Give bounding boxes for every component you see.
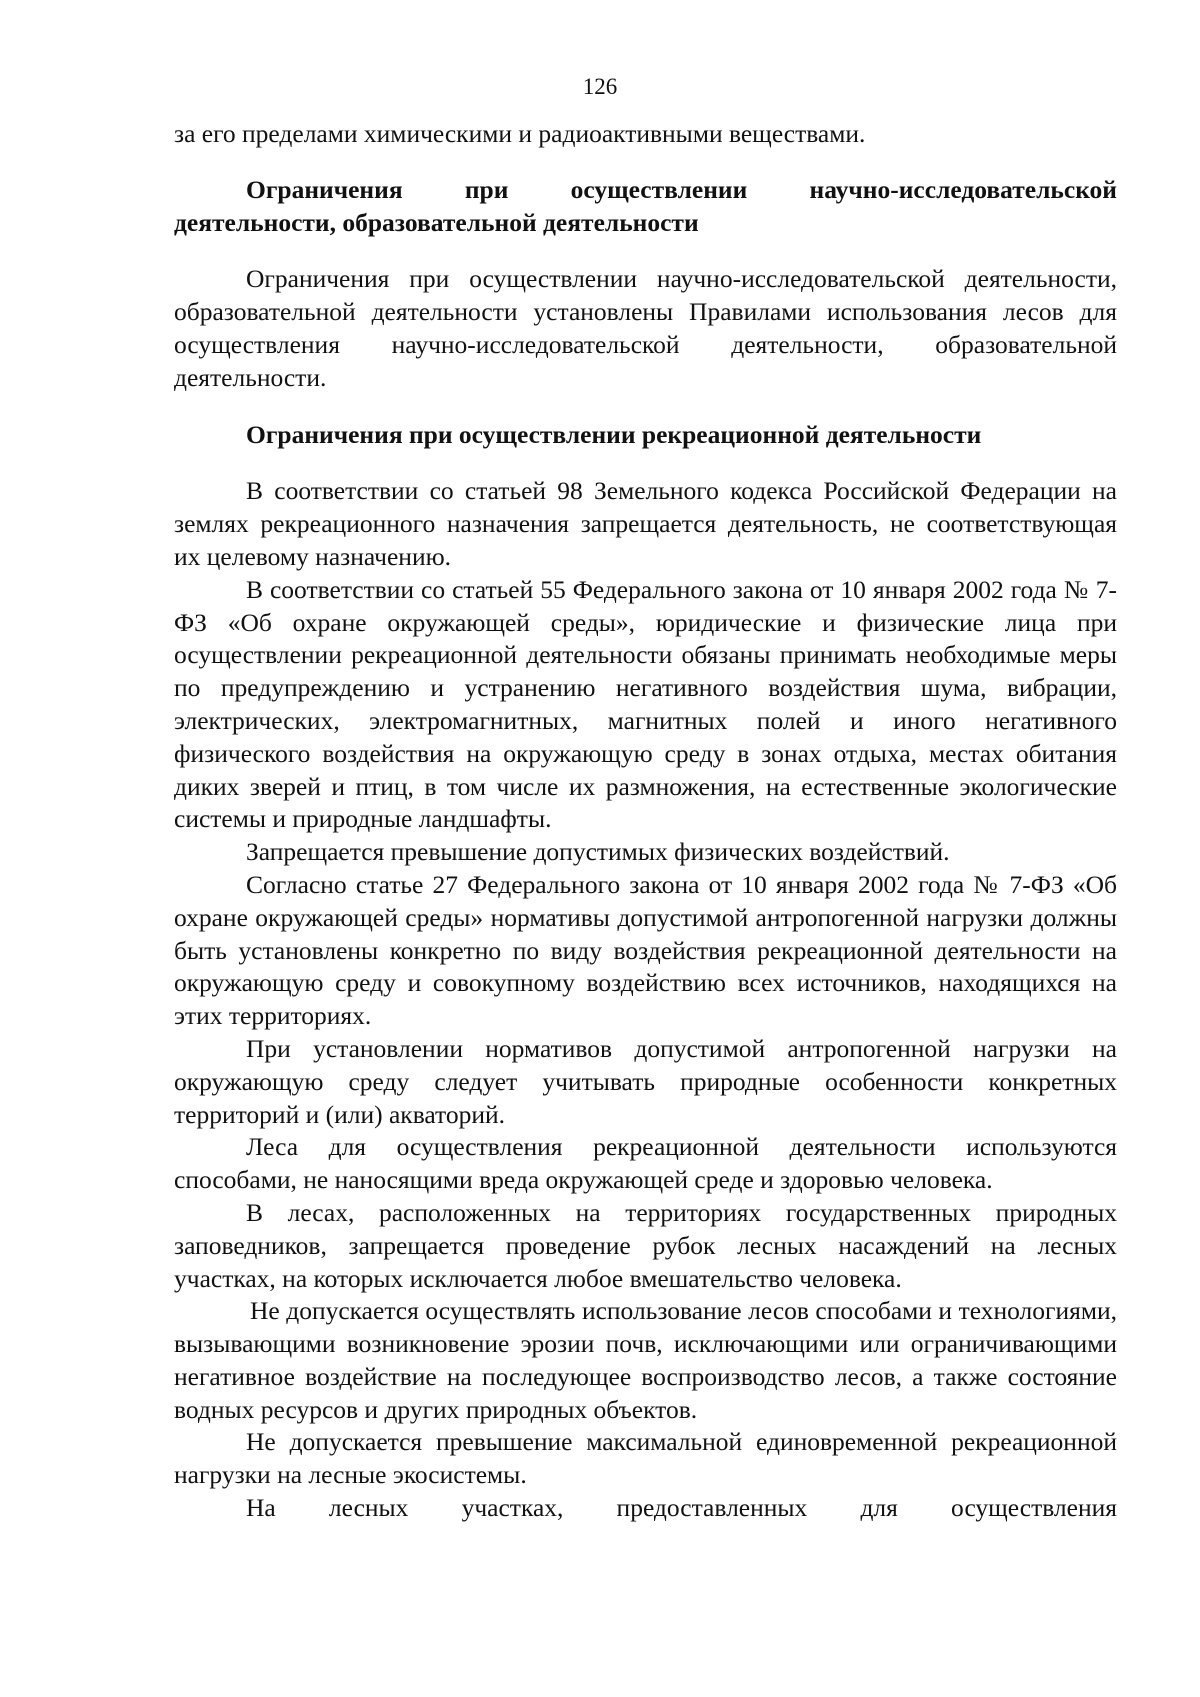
paragraph: Запрещается превышение допустимых физических воздействий. (246, 837, 950, 867)
page-number: 126 (582, 74, 618, 99)
paragraph: В соответствии со статьей 55 Федерального закона от 10 января 2002 года № 7-ФЗ «Об охране окружающей среды», юридические и физические лица при осуществлении рекреационной деятельности обязаны принимать необходимые меры по предупреждению и устранению негативного воздействия шума, вибрации, электрических, электромагнитных, магнитных полей и иного негативного физического воздействия на окружающую среду в зонах отдыха, местах обитания диких зверей и птиц, в том числе их размножения, на естественные экологические системы и природные ландшафты. (174, 574, 1117, 834)
document-body (174, 118, 1117, 1525)
paragraph-continues-next-page: На лесных участках, предоставленных для осуществления (246, 1493, 1117, 1523)
paragraph: Ограничения при осуществлении научно-исследовательской деятельности, образовательной деятельности установлены Правилами использования лесов для осуществления научно-исследовательской деятельности, образовательной деятельности. (174, 264, 1117, 392)
paragraph: Леса для осуществления рекреационной деятельности используются способами, не наносящими вреда окружающей среде и здоровью человека. (174, 1132, 1117, 1195)
paragraph: В лесах, расположенных на территориях государственных природных заповедников, запрещается проведение рубок лесных насаждений на лесных участках, на которых исключается любое вмешательство человека. (174, 1197, 1117, 1293)
paragraph: Не допускается превышение максимальной единовременной рекреационной нагрузки на лесные экосистемы. (174, 1427, 1117, 1490)
paragraph: Не допускается осуществлять использование лесов способами и технологиями, вызывающими возникновение эрозии почв, исключающими или ограничивающими негативное воздействие на последующее воспроизводство лесов, а также состояние водных ресурсов и других природных объектов. (174, 1296, 1117, 1424)
paragraph-continuation: за его пределами химическими и радиоактивными веществами. (174, 119, 866, 148)
section-heading-research-education: Ограничения при осуществлении научно-исследовательской деятельности, образовательной деятельности (174, 174, 1117, 237)
paragraph: При установлении нормативов допустимой антропогенной нагрузки на окружающую среду следует учитывать природные особенности конкретных территорий и (или) акваторий. (174, 1033, 1117, 1129)
section-heading-recreation: Ограничения при осуществлении рекреационной деятельности (246, 419, 982, 449)
paragraph: Согласно статье 27 Федерального закона от 10 января 2002 года № 7-ФЗ «Об охране окружающей среды» нормативы допустимой антропогенной нагрузки должны быть установлены конкретно по виду воздействия рекреационной деятельности на окружающую среду и совокупному воздействию всех источников, находящихся на этих территориях. (174, 869, 1117, 1031)
paragraph: В соответствии со статьей 98 Земельного кодекса Российской Федерации на землях рекреационного назначения запрещается деятельность, не соответствующая их целевому назначению. (174, 476, 1117, 571)
